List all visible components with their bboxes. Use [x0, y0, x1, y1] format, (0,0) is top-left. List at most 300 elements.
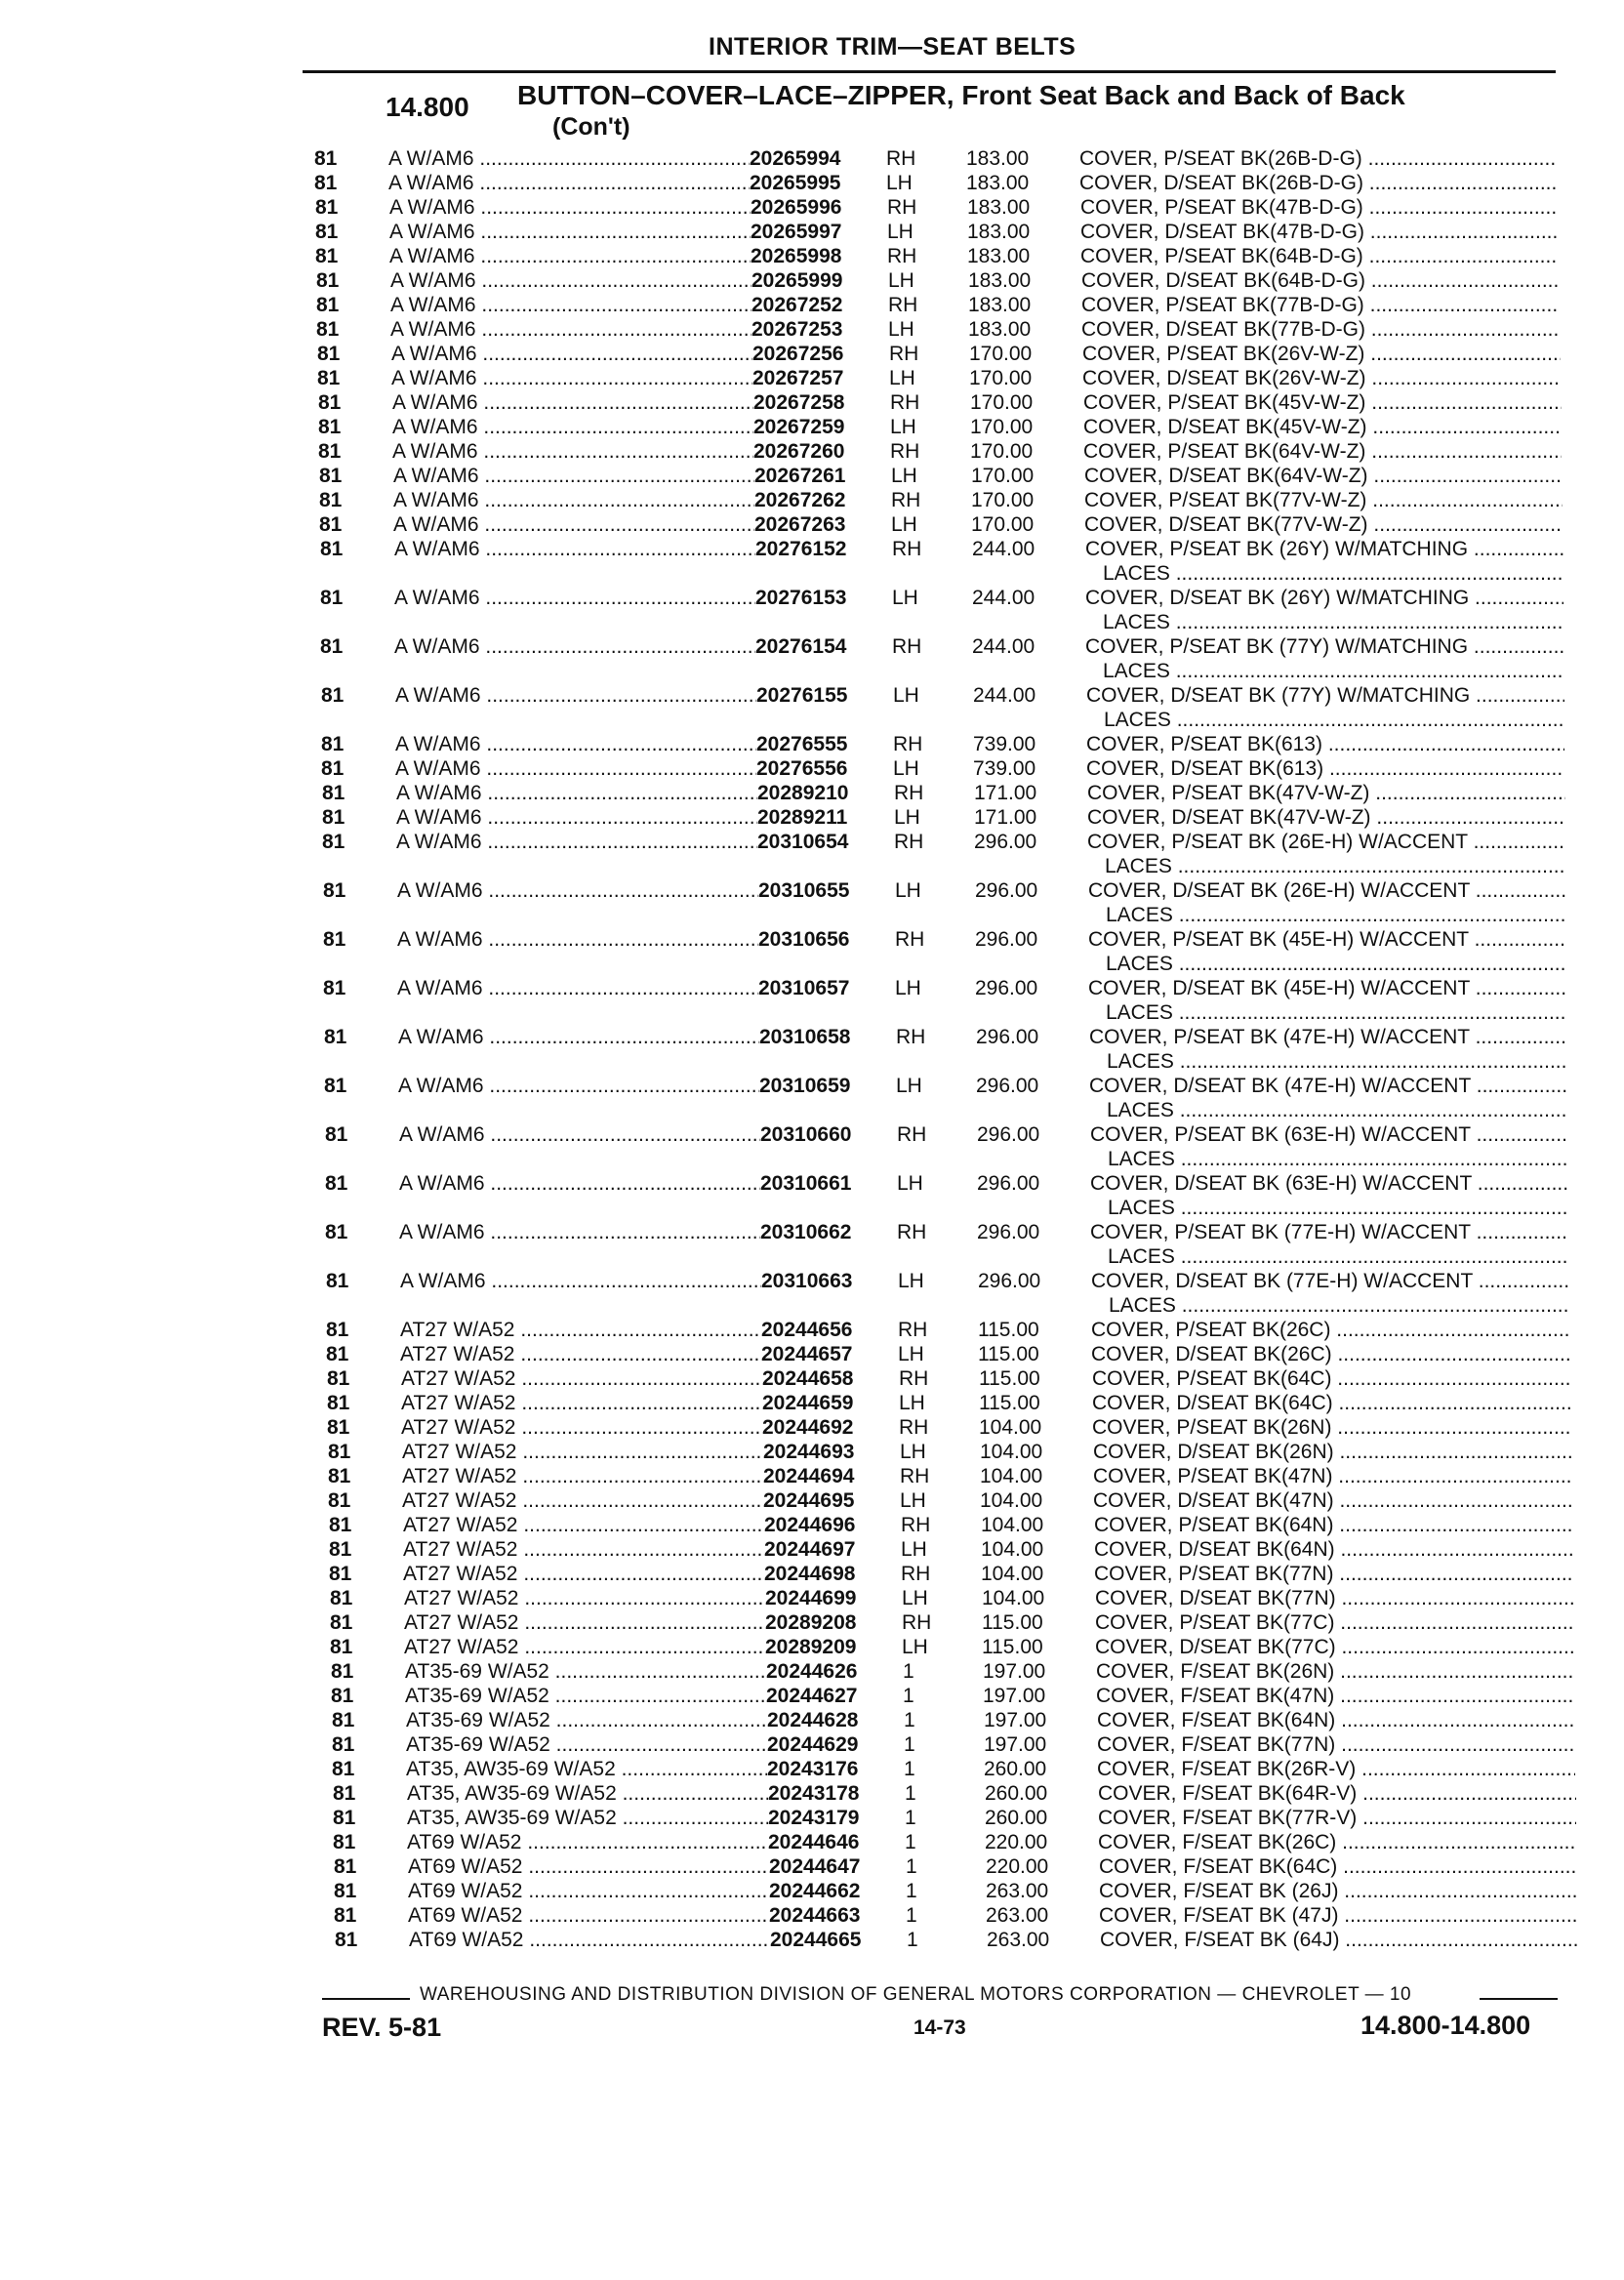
row-year: 81 [325, 1123, 348, 1146]
row-application: A W/AM6 ..... [395, 683, 756, 708]
row-application: A W/AM6 ..... [391, 366, 752, 390]
row-year: 81 [321, 684, 345, 707]
row-year: 81 [331, 1685, 354, 1707]
row-description-continued: LACES ..... [1105, 854, 1565, 878]
row-side-qty: LH [891, 513, 917, 536]
row-description: COVER, D/SEAT BK(77C) ..... [1095, 1635, 1573, 1659]
row-side-qty: LH [895, 879, 921, 902]
row-year: 81 [332, 1758, 355, 1780]
row-year: 81 [321, 757, 345, 780]
row-price: 197.00 [984, 1733, 1047, 1756]
row-year: 81 [326, 1343, 349, 1365]
row-year: 81 [319, 465, 343, 487]
row-side-qty: RH [900, 1465, 930, 1487]
row-side-qty: 1 [907, 1929, 918, 1951]
row-description: COVER, D/SEAT BK(613) ..... [1086, 756, 1564, 781]
row-part-number: 20244692 [762, 1416, 854, 1439]
row-part-number: 20244647 [769, 1855, 861, 1878]
row-application: AT35-69 W/A52 ..... [406, 1708, 767, 1732]
row-side-qty: RH [892, 635, 922, 658]
row-part-number: 20276154 [755, 635, 847, 658]
row-year: 81 [314, 172, 338, 194]
row-application: AT27 W/A52 ..... [402, 1464, 763, 1488]
row-side-qty: LH [898, 1270, 924, 1292]
row-application: AT35, AW35-69 W/A52 ..... [407, 1806, 768, 1830]
row-year: 81 [327, 1367, 350, 1390]
row-year: 81 [330, 1587, 353, 1609]
row-part-number: 20289209 [765, 1636, 857, 1658]
row-description-continued: LACES ..... [1103, 561, 1563, 586]
row-description-continued: LACES ..... [1107, 1098, 1567, 1122]
row-side-qty: RH [887, 245, 917, 267]
row-description: COVER, P/SEAT BK(64C) ..... [1092, 1366, 1570, 1391]
row-description-continued: LACES ..... [1104, 708, 1564, 732]
row-description-continued: LACES ..... [1108, 1196, 1568, 1220]
row-year: 81 [333, 1807, 356, 1829]
row-part-number: 20310656 [758, 928, 850, 951]
row-year: 81 [327, 1392, 350, 1414]
row-description: COVER, D/SEAT BK(26V-W-Z) ..... [1082, 366, 1561, 390]
row-side-qty: RH [889, 343, 919, 365]
row-application: A W/AM6 ..... [399, 1122, 760, 1147]
row-price: 183.00 [967, 245, 1031, 267]
row-application: AT35, AW35-69 W/A52 ..... [407, 1781, 768, 1806]
row-side-qty: RH [896, 1026, 926, 1048]
row-part-number: 20243179 [768, 1807, 860, 1829]
row-price: 296.00 [976, 1075, 1039, 1097]
row-part-number: 20244629 [767, 1733, 859, 1756]
row-side-qty: LH [892, 587, 918, 609]
row-description: COVER, D/SEAT BK(26B-D-G) ..... [1079, 171, 1558, 195]
row-application: AT69 W/A52 ..... [408, 1854, 769, 1879]
row-description: COVER, F/SEAT BK(77N) ..... [1097, 1732, 1575, 1757]
row-price: 260.00 [985, 1807, 1048, 1829]
row-part-number: 20244695 [763, 1489, 855, 1512]
row-description: COVER, P/SEAT BK (45E-H) W/ACCENT ..... [1088, 927, 1566, 952]
row-year: 81 [322, 782, 345, 804]
row-side-qty: LH [898, 1343, 924, 1365]
row-description: COVER, P/SEAT BK(77N) ..... [1094, 1562, 1572, 1586]
row-price: 296.00 [975, 928, 1038, 951]
row-description: COVER, D/SEAT BK(64C) ..... [1092, 1391, 1570, 1415]
row-price: 170.00 [971, 489, 1035, 511]
row-side-qty: RH [892, 538, 922, 560]
row-side-qty: LH [899, 1392, 925, 1414]
row-year: 81 [328, 1441, 351, 1463]
row-application: AT69 W/A52 ..... [408, 1879, 769, 1903]
row-description: COVER, P/SEAT BK(64B-D-G) ..... [1080, 244, 1559, 268]
row-year: 81 [333, 1782, 356, 1805]
row-side-qty: 1 [906, 1855, 917, 1878]
row-year: 81 [326, 1319, 349, 1341]
row-price: 104.00 [981, 1514, 1044, 1536]
row-year: 81 [320, 587, 344, 609]
row-description-continued: LACES ..... [1108, 1244, 1568, 1269]
header-rule [303, 70, 1556, 73]
row-price: 170.00 [970, 416, 1034, 438]
row-price: 296.00 [977, 1123, 1040, 1146]
row-part-number: 20267253 [751, 318, 843, 341]
row-application: AT69 W/A52 ..... [409, 1928, 770, 1952]
row-price: 296.00 [977, 1221, 1040, 1243]
row-application: A W/AM6 ..... [393, 488, 754, 512]
row-application: A W/AM6 ..... [396, 805, 757, 830]
row-year: 81 [323, 879, 346, 902]
row-price: 263.00 [987, 1929, 1050, 1951]
row-year: 81 [328, 1465, 351, 1487]
row-description: COVER, F/SEAT BK(64R-V) ..... [1098, 1781, 1576, 1806]
row-side-qty: 1 [903, 1685, 914, 1707]
row-part-number: 20267261 [754, 465, 846, 487]
row-side-qty: 1 [904, 1709, 915, 1731]
row-description: COVER, D/SEAT BK(47B-D-G) ..... [1080, 220, 1559, 244]
row-part-number: 20276155 [756, 684, 848, 707]
row-year: 81 [327, 1416, 350, 1439]
row-part-number: 20310661 [760, 1172, 852, 1195]
row-price: 183.00 [967, 221, 1031, 243]
row-application: A W/AM6 ..... [389, 244, 751, 268]
row-price: 115.00 [978, 1319, 1039, 1341]
row-price: 171.00 [974, 806, 1037, 829]
row-part-number: 20310662 [760, 1221, 852, 1243]
row-year: 81 [321, 733, 345, 755]
row-side-qty: LH [887, 221, 914, 243]
row-description-continued: LACES ..... [1109, 1293, 1569, 1318]
row-year: 81 [323, 928, 346, 951]
row-year: 81 [322, 806, 345, 829]
row-price: 244.00 [972, 587, 1035, 609]
row-price: 183.00 [968, 269, 1032, 292]
row-description: COVER, D/SEAT BK(45V-W-Z) ..... [1083, 415, 1562, 439]
row-application: A W/AM6 ..... [396, 830, 757, 854]
row-year: 81 [318, 391, 342, 414]
row-price: 183.00 [968, 294, 1032, 316]
row-application: A W/AM6 ..... [392, 390, 753, 415]
row-description: COVER, D/SEAT BK(26C) ..... [1091, 1342, 1569, 1366]
row-description: COVER, D/SEAT BK(64V-W-Z) ..... [1084, 464, 1563, 488]
row-price: 104.00 [981, 1563, 1044, 1585]
row-side-qty: LH [897, 1172, 923, 1195]
row-description: COVER, P/SEAT BK(26B-D-G) ..... [1079, 146, 1558, 171]
row-description: COVER, D/SEAT BK (47E-H) W/ACCENT ..... [1089, 1074, 1567, 1098]
row-part-number: 20244665 [770, 1929, 862, 1951]
row-price: 244.00 [973, 684, 1036, 707]
row-year: 81 [325, 1221, 348, 1243]
row-part-number: 20244646 [768, 1831, 860, 1853]
row-part-number: 20267252 [751, 294, 843, 316]
row-part-number: 20267263 [754, 513, 846, 536]
row-description: COVER, F/SEAT BK(77R-V) ..... [1098, 1806, 1576, 1830]
row-side-qty: 1 [903, 1660, 914, 1683]
row-application: A W/AM6 ..... [391, 342, 752, 366]
row-part-number: 20244662 [769, 1880, 861, 1902]
row-year: 81 [324, 1075, 347, 1097]
row-side-qty: LH [895, 977, 921, 999]
row-description: COVER, F/SEAT BK (47J) ..... [1099, 1903, 1577, 1928]
row-side-qty: RH [897, 1221, 927, 1243]
row-side-qty: RH [902, 1611, 932, 1634]
row-year: 81 [320, 635, 344, 658]
row-application: A W/AM6 ..... [394, 634, 755, 659]
row-application: A W/AM6 ..... [393, 464, 754, 488]
row-application: AT27 W/A52 ..... [404, 1610, 765, 1635]
row-side-qty: RH [894, 782, 924, 804]
row-application: AT35-69 W/A52 ..... [405, 1659, 766, 1684]
row-year: 81 [324, 1026, 347, 1048]
row-application: AT27 W/A52 ..... [402, 1488, 763, 1513]
row-part-number: 20244698 [764, 1563, 856, 1585]
row-side-qty: LH [893, 757, 919, 780]
row-application: AT27 W/A52 ..... [404, 1635, 765, 1659]
row-price: 220.00 [986, 1855, 1049, 1878]
row-price: 104.00 [979, 1416, 1042, 1439]
row-application: AT69 W/A52 ..... [407, 1830, 768, 1854]
row-price: 197.00 [984, 1709, 1047, 1731]
row-application: AT27 W/A52 ..... [402, 1440, 763, 1464]
row-year: 81 [317, 367, 341, 389]
row-application: AT27 W/A52 ..... [401, 1415, 762, 1440]
row-description: COVER, D/SEAT BK (45E-H) W/ACCENT ..... [1088, 976, 1566, 1000]
row-year: 81 [330, 1636, 353, 1658]
row-part-number: 20244693 [763, 1441, 855, 1463]
row-year: 81 [331, 1660, 354, 1683]
row-price: 244.00 [972, 635, 1035, 658]
row-description-continued: LACES ..... [1103, 659, 1563, 683]
row-side-qty: LH [890, 416, 916, 438]
row-price: 115.00 [978, 1343, 1039, 1365]
row-side-qty: RH [890, 391, 920, 414]
row-description-continued: LACES ..... [1106, 952, 1566, 976]
row-side-qty: RH [894, 831, 924, 853]
row-description: COVER, P/SEAT BK (26Y) W/MATCHING ..... [1085, 537, 1563, 561]
row-year: 81 [334, 1880, 357, 1902]
row-price: 296.00 [975, 977, 1038, 999]
row-price: 263.00 [986, 1904, 1049, 1927]
row-year: 81 [325, 1172, 348, 1195]
row-year: 81 [333, 1831, 356, 1853]
row-part-number: 20267257 [752, 367, 844, 389]
row-description: COVER, P/SEAT BK(77B-D-G) ..... [1081, 293, 1560, 317]
row-side-qty: 1 [905, 1831, 916, 1853]
row-price: 104.00 [981, 1538, 1044, 1561]
row-year: 81 [322, 831, 345, 853]
row-part-number: 20265995 [750, 172, 841, 194]
row-year: 81 [315, 196, 339, 219]
row-part-number: 20244656 [761, 1319, 853, 1341]
row-application: AT27 W/A52 ..... [401, 1391, 762, 1415]
row-application: A W/AM6 ..... [395, 756, 756, 781]
row-part-number: 20276556 [756, 757, 848, 780]
row-side-qty: RH [899, 1416, 929, 1439]
row-year: 81 [316, 269, 340, 292]
row-application: A W/AM6 ..... [399, 1171, 760, 1196]
row-description: COVER, P/SEAT BK(47V-W-Z) ..... [1087, 781, 1565, 805]
row-price: 739.00 [973, 733, 1036, 755]
row-price: 296.00 [975, 879, 1038, 902]
row-price: 296.00 [978, 1270, 1041, 1292]
row-side-qty: RH [901, 1563, 931, 1585]
row-description: COVER, P/SEAT BK(64V-W-Z) ..... [1083, 439, 1562, 464]
row-price: 183.00 [966, 147, 1030, 170]
row-application: A W/AM6 ..... [389, 195, 751, 220]
row-description: COVER, P/SEAT BK (26E-H) W/ACCENT ..... [1087, 830, 1565, 854]
row-price: 170.00 [969, 367, 1033, 389]
row-part-number: 20310658 [759, 1026, 851, 1048]
row-price: 115.00 [979, 1367, 1040, 1390]
row-part-number: 20244658 [762, 1367, 854, 1390]
row-application: A W/AM6 ..... [397, 976, 758, 1000]
row-year: 81 [326, 1270, 349, 1292]
row-application: A W/AM6 ..... [389, 220, 751, 244]
row-part-number: 20244697 [764, 1538, 856, 1561]
row-part-number: 20310660 [760, 1123, 852, 1146]
row-year: 81 [330, 1611, 353, 1634]
row-side-qty: 1 [905, 1807, 916, 1829]
row-side-qty: LH [893, 684, 919, 707]
row-side-qty: 1 [905, 1782, 916, 1805]
row-side-qty: LH [886, 172, 913, 194]
row-application: AT27 W/A52 ..... [404, 1586, 765, 1610]
row-description: COVER, P/SEAT BK (47E-H) W/ACCENT ..... [1089, 1025, 1567, 1049]
row-description: COVER, P/SEAT BK(26N) ..... [1092, 1415, 1570, 1440]
footer-rule-left [322, 1998, 410, 2000]
row-part-number: 20267262 [754, 489, 846, 511]
row-part-number: 20267256 [752, 343, 844, 365]
row-part-number: 20267260 [753, 440, 845, 463]
row-description: COVER, F/SEAT BK(26C) ..... [1098, 1830, 1576, 1854]
row-price: 220.00 [985, 1831, 1048, 1853]
row-year: 81 [323, 977, 346, 999]
revision-label: REV. 5-81 [322, 2013, 442, 2042]
row-description: COVER, P/SEAT BK(47B-D-G) ..... [1080, 195, 1559, 220]
row-description: COVER, P/SEAT BK(64N) ..... [1094, 1513, 1572, 1537]
row-description-continued: LACES ..... [1106, 903, 1566, 927]
row-application: A W/AM6 ..... [397, 878, 758, 903]
row-price: 170.00 [970, 440, 1034, 463]
row-side-qty: LH [888, 318, 914, 341]
row-year: 81 [317, 343, 341, 365]
row-description: COVER, D/SEAT BK (63E-H) W/ACCENT ..... [1090, 1171, 1568, 1196]
row-description: COVER, D/SEAT BK (77E-H) W/ACCENT ..... [1091, 1269, 1569, 1293]
row-part-number: 20310657 [758, 977, 850, 999]
row-side-qty: 1 [906, 1904, 917, 1927]
row-application: A W/AM6 ..... [398, 1025, 759, 1049]
row-part-number: 20276555 [756, 733, 848, 755]
row-price: 170.00 [970, 391, 1034, 414]
row-price: 104.00 [982, 1587, 1045, 1609]
row-side-qty: 1 [904, 1758, 915, 1780]
row-side-qty: RH [890, 440, 920, 463]
row-description: COVER, D/SEAT BK (26E-H) W/ACCENT ..... [1088, 878, 1566, 903]
row-application: AT27 W/A52 ..... [400, 1342, 761, 1366]
row-price: 183.00 [968, 318, 1032, 341]
section-range: 14.800-14.800 [1360, 2011, 1531, 2040]
row-part-number: 20265994 [750, 147, 841, 170]
row-application: AT27 W/A52 ..... [403, 1537, 764, 1562]
row-side-qty: LH [902, 1587, 928, 1609]
row-year: 81 [332, 1709, 355, 1731]
row-description-continued: LACES ..... [1106, 1000, 1566, 1025]
row-year: 81 [329, 1514, 352, 1536]
row-application: AT35, AW35-69 W/A52 ..... [406, 1757, 767, 1781]
row-description-continued: LACES ..... [1103, 610, 1563, 634]
row-year: 81 [320, 538, 344, 560]
row-year: 81 [335, 1929, 358, 1951]
row-description: COVER, P/SEAT BK(613) ..... [1086, 732, 1564, 756]
row-year: 81 [329, 1538, 352, 1561]
row-description: COVER, P/SEAT BK(45V-W-Z) ..... [1083, 390, 1562, 415]
row-description: COVER, D/SEAT BK(77B-D-G) ..... [1081, 317, 1560, 342]
row-application: AT27 W/A52 ..... [403, 1513, 764, 1537]
row-part-number: 20310663 [761, 1270, 853, 1292]
row-description: COVER, P/SEAT BK(26C) ..... [1091, 1318, 1569, 1342]
row-part-number: 20265996 [751, 196, 842, 219]
row-price: 115.00 [982, 1611, 1043, 1634]
row-side-qty: LH [889, 367, 915, 389]
row-part-number: 20244628 [767, 1709, 859, 1731]
row-application: A W/AM6 ..... [390, 268, 751, 293]
row-description: COVER, F/SEAT BK(26R-V) ..... [1097, 1757, 1575, 1781]
row-part-number: 20244626 [766, 1660, 858, 1683]
row-description: COVER, F/SEAT BK(64C) ..... [1099, 1854, 1577, 1879]
row-part-number: 20310655 [758, 879, 850, 902]
row-price: 296.00 [976, 1026, 1039, 1048]
row-year: 81 [334, 1904, 357, 1927]
row-description: COVER, P/SEAT BK (77E-H) W/ACCENT ..... [1090, 1220, 1568, 1244]
row-part-number: 20289211 [757, 806, 848, 829]
row-description: COVER, D/SEAT BK(47V-W-Z) ..... [1087, 805, 1565, 830]
row-part-number: 20243176 [767, 1758, 859, 1780]
row-description-continued: LACES ..... [1107, 1049, 1567, 1074]
row-application: A W/AM6 ..... [390, 317, 751, 342]
row-price: 197.00 [983, 1685, 1046, 1707]
row-application: A W/AM6 ..... [396, 781, 757, 805]
row-year: 81 [315, 245, 339, 267]
row-side-qty: LH [888, 269, 914, 292]
row-application: A W/AM6 ..... [392, 415, 753, 439]
row-year: 81 [318, 440, 342, 463]
row-part-number: 20276153 [755, 587, 847, 609]
row-year: 81 [316, 294, 340, 316]
section-number: 14.800 [386, 92, 469, 122]
row-year: 81 [318, 416, 342, 438]
row-part-number: 20265998 [751, 245, 842, 267]
row-description: COVER, P/SEAT BK (77Y) W/MATCHING ..... [1085, 634, 1563, 659]
row-description: COVER, D/SEAT BK(77V-W-Z) ..... [1084, 512, 1563, 537]
row-application: A W/AM6 ..... [388, 146, 750, 171]
row-part-number: 20276152 [755, 538, 847, 560]
row-application: A W/AM6 ..... [393, 512, 754, 537]
row-part-number: 20265997 [751, 221, 842, 243]
row-side-qty: LH [902, 1636, 928, 1658]
row-price: 263.00 [986, 1880, 1049, 1902]
row-price: 296.00 [977, 1172, 1040, 1195]
row-part-number: 20244663 [769, 1904, 861, 1927]
row-description-continued: LACES ..... [1108, 1147, 1568, 1171]
row-part-number: 20267259 [753, 416, 845, 438]
row-side-qty: LH [900, 1489, 926, 1512]
row-description: COVER, F/SEAT BK(64N) ..... [1097, 1708, 1575, 1732]
row-part-number: 20244659 [762, 1392, 854, 1414]
row-application: AT35-69 W/A52 ..... [405, 1684, 766, 1708]
row-application: A W/AM6 ..... [400, 1269, 761, 1293]
row-description: COVER, D/SEAT BK (26Y) W/MATCHING ..... [1085, 586, 1563, 610]
row-price: 260.00 [985, 1782, 1048, 1805]
row-year: 81 [319, 513, 343, 536]
row-description: COVER, P/SEAT BK(47N) ..... [1093, 1464, 1571, 1488]
row-part-number: 20267258 [753, 391, 845, 414]
row-side-qty: LH [894, 806, 920, 829]
